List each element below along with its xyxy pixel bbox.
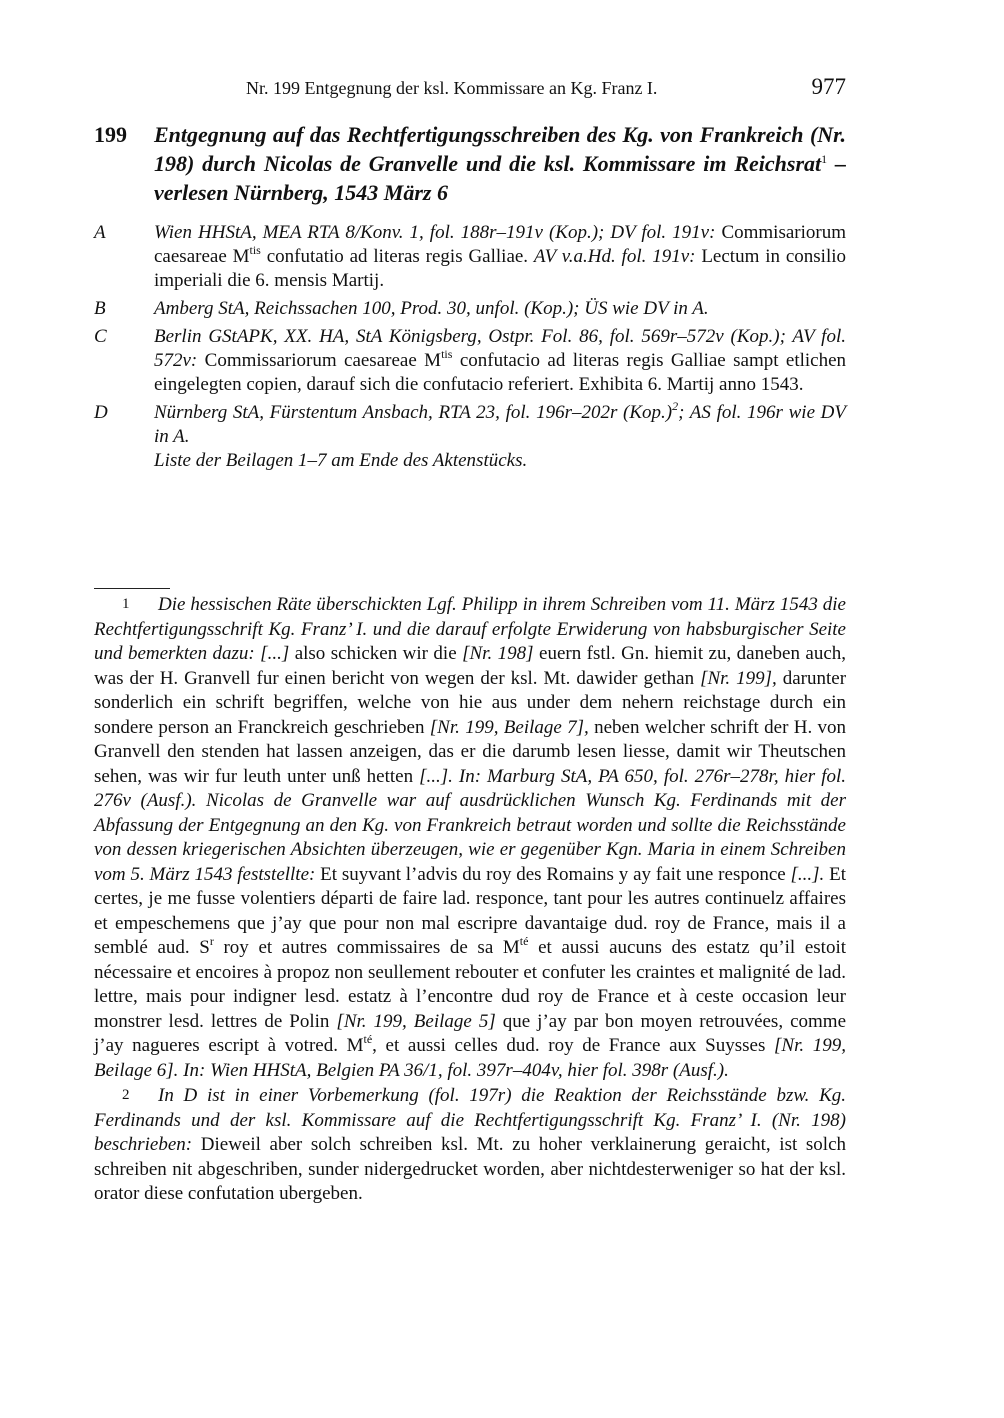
footnote-text: [Nr. 199, Beilage 6]. In: Wien HHStA, Belgien PA 36/1, fol. 397r–404v, hier fol. 398r (Ausf.). xyxy=(94,1035,847,1081)
footnote xyxy=(94,592,846,1083)
entry-heading xyxy=(94,120,846,207)
source-citation: Wien HHStA, MEA RTA 8/Konv. 1, fol. 188r–191v (Kop.); DV fol. 191v: xyxy=(154,222,716,243)
footnote-quote: roy et autres commissaires de sa M xyxy=(223,937,520,958)
footnote-ref: 1 xyxy=(821,152,828,166)
page-number: 977 xyxy=(811,74,846,99)
footnote-text: In D ist in einer Vorbemerkung (fol. 197r) die Reaktion der Reichsstände bzw. Kg. Ferdinands und der ksl. Kommissare auf die Rechtfertigungsschrift Kg. Franz’ I. (Nr. 198) beschrieben: xyxy=(94,1085,846,1155)
footnote-quote: neben welcher schrift der H. von Granvell den stenden hat lassen anzeigen, das er die darumb lesen liesse, damit wir Theutschen sehen, was wir fur leuth unter unß hetten xyxy=(94,716,847,787)
footnote-text: [Nr. 199, Beilage 7], xyxy=(429,716,589,738)
page-body xyxy=(94,76,846,477)
running-head xyxy=(94,76,846,106)
footnote-quote: et aussi aucuns des estatz qu’il estoit nécessaire et encoires à propoz non seullement rebouter et confuter les craintes et malignité de lad. lettre, mais pour indigner lesd. estatz à l’encontre dud roy de France et à ceste occasion leur monstrer lesd. lettres de Polin xyxy=(94,937,847,1032)
footnote-quote: also schicken wir die xyxy=(294,643,457,664)
footnote-number: 2 xyxy=(122,1087,130,1103)
footnote-number: 1 xyxy=(122,596,130,612)
source-siglum: B xyxy=(94,298,106,319)
source-citation: Amberg StA, Reichssachen 100, Prod. 30, unfol. (Kop.); ÜS wie DV in A. xyxy=(154,298,709,319)
footnote-quote: que j’ay par bon moyen retrouvées, comme j’ay nagueres escript à votred. M xyxy=(94,1010,847,1056)
entry-title xyxy=(154,120,846,207)
source-citation: Berlin GStAPK, XX. HA, StA Königsberg, Ostpr. Fol. 86, fol. 569r–572v (Kop.); AV fol. 572v: xyxy=(154,326,846,371)
footnote-quote: Et suyvant l’advis du roy des Romains y ay fait une responce xyxy=(320,863,786,885)
footnote-quote: Et certes, je me fusse volentiers départi de faire lad. responce, tant pour les autres continuelz affaires et empeschemens que j’ay que pour non mal escripre davantaige dud. roy de France, mais il a semblé aud. S xyxy=(94,863,847,958)
source-siglum: D xyxy=(94,402,108,423)
source-note: Lectum in consilio imperiali die 6. mensis Martij. xyxy=(154,246,847,291)
source-citation: AV v.a.Hd. fol. 191v: xyxy=(533,246,696,267)
source-citation: ; AS fol. 196r wie DV in A. xyxy=(154,402,846,447)
source-entry xyxy=(94,325,846,397)
entry-number: 199 xyxy=(94,122,127,147)
source-note: Commisariorum caesareae M xyxy=(154,222,847,267)
footnote-quote: euern fstl. Gn. hiemit zu, daneben auch, was der H. Granvell fur einen bericht von wegen der ksl. Mt. dawider gethan xyxy=(94,643,847,689)
entry-title-date: – verlesen Nürnberg, 1543 März 6 xyxy=(154,151,847,205)
footnote-text: [...]. In: Marburg StA, PA 650, fol. 276r–278r, hier fol. 276v (Ausf.). Nicolas de Granvelle war auf ausdrücklichen Wunsch Kg. Ferdinands mit der Abfassung der Entgegnung an den Kg. von Frankreich betraut worden und sollte die Reichsstände von dessen kriegerischen Absichten überzeugen, wie er gegenüber Kgn. Maria in einem Schreiben vom 5. März 1543 feststellte: xyxy=(94,765,847,885)
footnote-quote: , et aussi celles dud. roy de France aux Suysses xyxy=(372,1035,766,1056)
source-note: Commissariorum caesareae M xyxy=(204,350,442,371)
superscript: tis xyxy=(441,347,453,361)
superscript: té xyxy=(363,1032,373,1046)
footnote-text: [Nr. 199], xyxy=(700,667,777,689)
source-text xyxy=(154,401,846,473)
footnote-text: [Nr. 198] xyxy=(462,643,534,664)
footnote-text: [Nr. 199, Beilage 5] xyxy=(336,1010,496,1032)
source-entry xyxy=(94,401,846,473)
footnote-text: [...]. xyxy=(790,863,825,885)
source-text xyxy=(154,325,846,397)
running-head-title: Nr. 199 Entgegnung der ksl. Kommissare an Kg. Franz I. xyxy=(246,78,658,98)
superscript: té xyxy=(519,934,529,948)
source-text xyxy=(154,297,846,321)
source-note: confutatio ad literas regis Galliae. xyxy=(266,246,529,267)
source-note: confutacio ad literas regis Galliae sampt etlichen eingelegten copien, darauf sich die confutacio referiert. Exhibita 6. Martij anno 1543. xyxy=(154,350,847,395)
source-siglum: C xyxy=(94,326,107,347)
source-entry xyxy=(94,221,846,293)
source-entry xyxy=(94,297,846,321)
footnote-text: Die hessischen Räte überschickten Lgf. Philipp in ihrem Schreiben vom 11. März 1543 die Rechtfertigungsschrift Kg. Franz’ I. und die darauf erfolgte Erwiderung von habsburgischer Seite und bemerkten dazu: [...] xyxy=(94,594,846,664)
footnote-quote: Dieweil aber solch schreiben ksl. Mt. zu hoher verklainerung geraicht, ist solch schreiben nit abgeschriben, sunder nidergedrucket worden, aber nichtdesterweniger so hat der ksl. orator diese confutation ubergeben. xyxy=(94,1134,846,1204)
footnote-quote: darunter sonderlich ein schrift begriffen, welche von hie aus under dem nehern reichstage durch ein sondere person an Franckreich geschrieben xyxy=(94,667,847,738)
source-citation: Nürnberg StA, Fürstentum Ansbach, RTA 23, fol. 196r–202r (Kop.) xyxy=(154,402,673,423)
footnote xyxy=(94,1083,846,1207)
footnote-separator xyxy=(94,588,170,589)
entry-title-main: Entgegnung auf das Rechtfertigungsschreiben des Kg. von Frankreich (Nr. 198) durch Nicolas de Granvelle und die ksl. Kommissare im Reichsrat xyxy=(154,122,846,176)
source-text xyxy=(154,221,846,293)
superscript: tis xyxy=(249,243,261,257)
source-list xyxy=(94,221,846,473)
superscript: r xyxy=(209,934,214,948)
source-siglum: A xyxy=(94,222,106,243)
footnote-ref: 2 xyxy=(672,399,679,413)
source-appendix-note: Liste der Beilagen 1–7 am Ende des Aktenstücks. xyxy=(154,450,528,471)
footnotes xyxy=(94,592,846,1207)
